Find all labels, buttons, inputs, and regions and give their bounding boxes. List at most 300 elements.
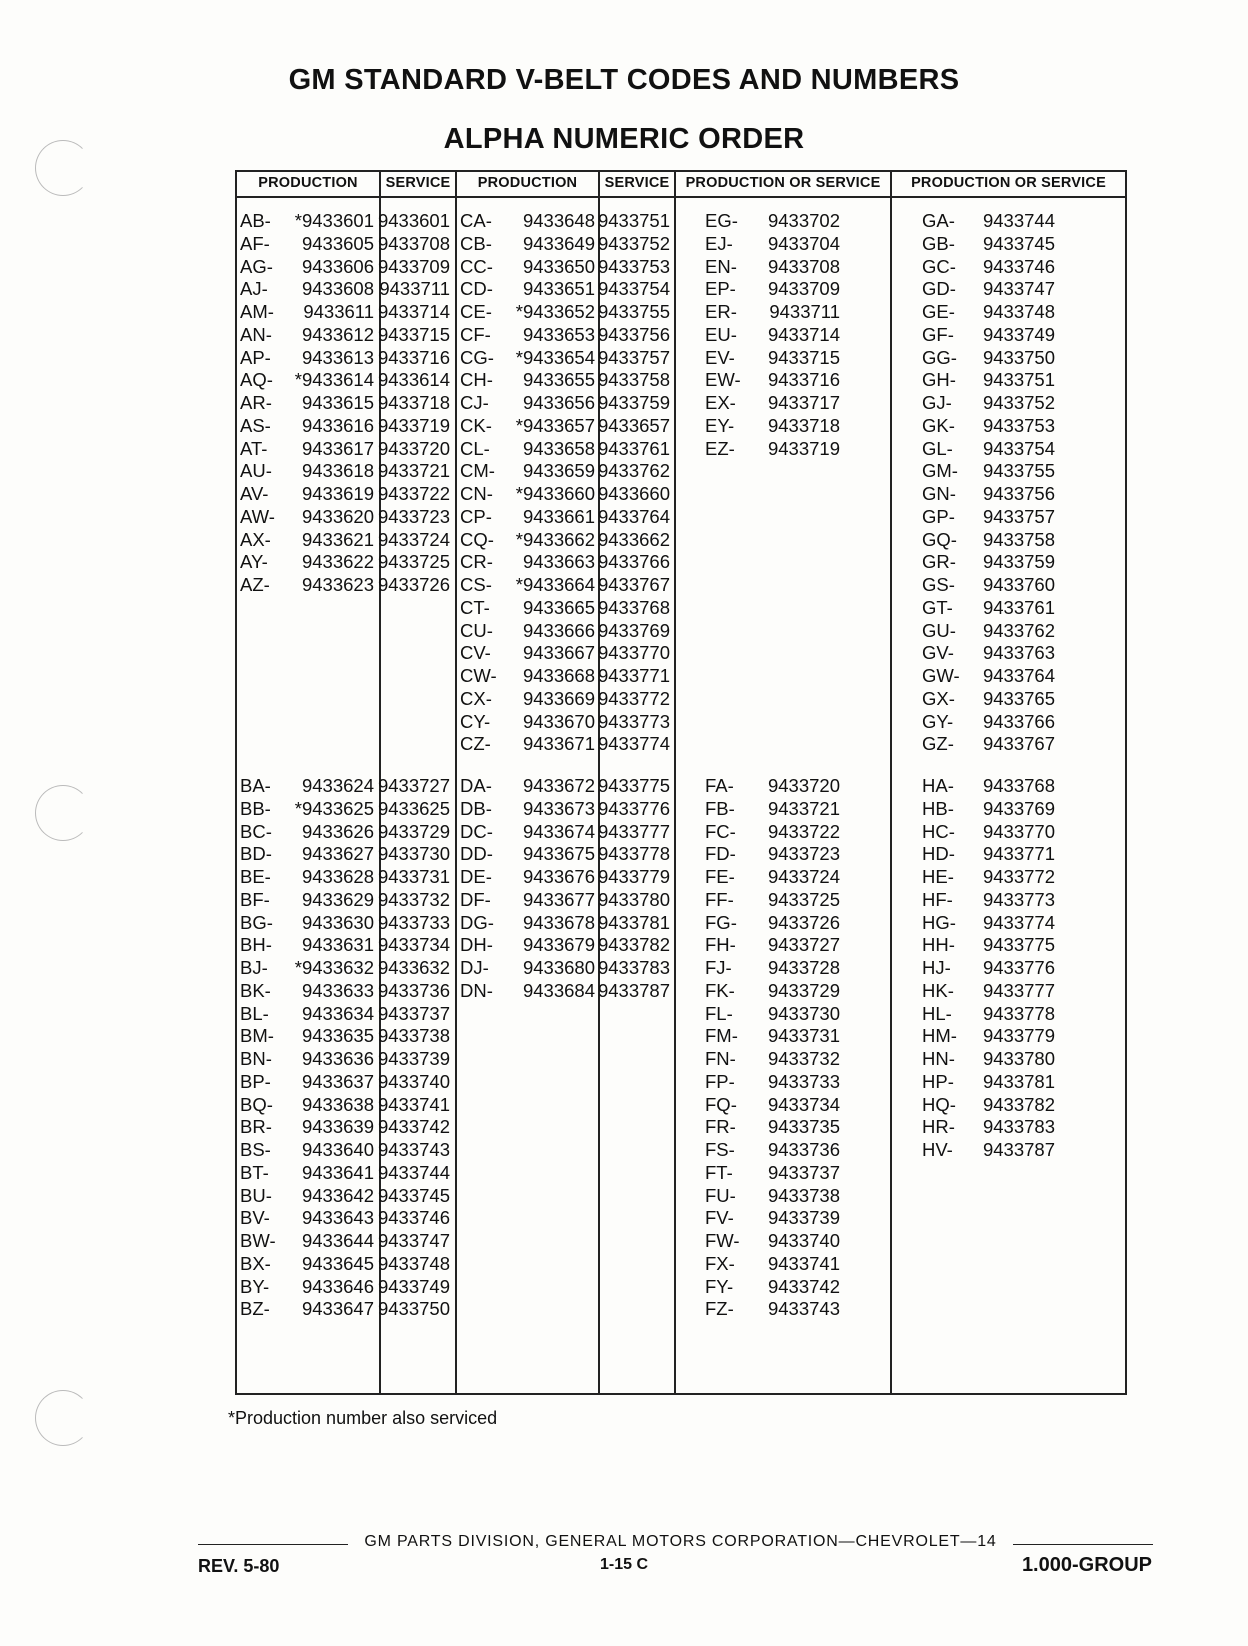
belt-code: BU- — [240, 1184, 272, 1206]
belt-code: BD- — [240, 843, 272, 865]
service-number: 9433614 — [377, 369, 450, 391]
service-number: 9433774 — [597, 733, 670, 755]
table-row — [705, 233, 935, 256]
part-number: 9433639 — [301, 1116, 374, 1138]
belt-code: BB- — [240, 797, 271, 819]
part-number: 9433671 — [522, 733, 595, 755]
table-row — [460, 912, 690, 935]
part-number: 9433669 — [522, 687, 595, 709]
belt-code: HL- — [922, 1002, 952, 1024]
table-row — [922, 665, 1152, 688]
part-number: 9433624 — [301, 775, 374, 796]
service-number: 9433729 — [377, 820, 450, 842]
part-number: 9433647 — [301, 1298, 374, 1320]
table-row — [240, 1253, 470, 1276]
part-number: 9433646 — [301, 1275, 374, 1297]
belt-code: HM- — [922, 1025, 957, 1047]
table-row — [460, 642, 690, 665]
part-number: 9433615 — [301, 392, 374, 413]
part-number: *9433625 — [294, 797, 374, 819]
table-row — [460, 597, 690, 620]
belt-code: CP- — [460, 505, 492, 527]
part-number: 9433734 — [767, 1093, 840, 1115]
part-number: 9433668 — [522, 665, 595, 686]
table-row — [240, 1003, 470, 1026]
part-number: 9433781 — [982, 1070, 1055, 1092]
belt-code: CM- — [460, 460, 495, 482]
part-number: 9433653 — [522, 323, 595, 345]
part-number: 9433627 — [301, 843, 374, 865]
belt-code: FT- — [705, 1161, 733, 1183]
part-number: *9433662 — [515, 528, 595, 550]
table-row — [460, 460, 690, 483]
table-row — [460, 866, 690, 889]
part-number: 9433667 — [522, 642, 595, 664]
belt-code: FA- — [705, 775, 734, 796]
belt-code: GF- — [922, 323, 954, 345]
part-number: 9433735 — [767, 1116, 840, 1138]
table-row — [460, 301, 690, 324]
table-row — [240, 866, 470, 889]
belt-code: GV- — [922, 642, 954, 664]
belt-code: GQ- — [922, 528, 957, 550]
belt-code: HV- — [922, 1139, 953, 1160]
group-label: 1.000-GROUP — [1021, 1554, 1152, 1576]
belt-code: BJ- — [240, 957, 268, 978]
belt-code: EN- — [705, 255, 737, 277]
part-number: 9433765 — [982, 687, 1055, 709]
part-number: *9433601 — [294, 210, 374, 231]
header-production: PRODUCTION — [237, 170, 379, 198]
belt-code: EV- — [705, 346, 735, 368]
belt-code: CT- — [460, 596, 490, 618]
part-number: 9433726 — [767, 911, 840, 933]
belt-code: CL- — [460, 437, 490, 459]
part-number: 9433716 — [767, 369, 840, 391]
belt-code: BA- — [240, 775, 271, 796]
footer-rule — [198, 1533, 1153, 1550]
belt-code: FY- — [705, 1275, 734, 1297]
table-row — [240, 369, 470, 392]
belt-code: AS- — [240, 414, 271, 436]
service-number: 9433722 — [377, 483, 450, 504]
belt-code: GP- — [922, 505, 955, 527]
belt-code: CG- — [460, 346, 494, 368]
service-number: 9433767 — [597, 574, 670, 595]
table-row — [922, 711, 1152, 734]
table-row — [922, 460, 1152, 483]
table-row — [460, 733, 690, 756]
table-row — [240, 256, 470, 279]
table-row — [240, 957, 470, 980]
table-row — [705, 256, 935, 279]
service-number: 9433737 — [377, 1002, 450, 1024]
part-number: 9433645 — [301, 1252, 374, 1274]
part-number: 9433629 — [301, 888, 374, 910]
table-row — [922, 980, 1152, 1003]
belt-code: CD- — [460, 278, 493, 300]
table-row — [922, 278, 1152, 301]
belt-code: FW- — [705, 1230, 740, 1251]
belt-code: GZ- — [922, 733, 954, 755]
service-number: 9433723 — [377, 505, 450, 527]
belt-code: AR- — [240, 392, 272, 413]
part-number: 9433737 — [767, 1161, 840, 1183]
part-number: 9433771 — [982, 843, 1055, 865]
service-number: 9433601 — [377, 210, 450, 231]
table-row — [922, 256, 1152, 279]
belt-code: CA- — [460, 210, 492, 231]
table-row — [240, 934, 470, 957]
part-number: 9433711 — [769, 301, 840, 322]
part-number: 9433748 — [982, 301, 1055, 322]
service-number: 9433770 — [597, 642, 670, 664]
table-row — [705, 1207, 935, 1230]
table-row — [705, 1139, 935, 1162]
belt-code: BE- — [240, 866, 271, 887]
part-number: 9433618 — [301, 460, 374, 482]
table-row — [922, 688, 1152, 711]
part-number: 9433663 — [522, 551, 595, 573]
part-number: 9433753 — [982, 414, 1055, 436]
belt-code: BP- — [240, 1070, 271, 1092]
footer-publisher: GM PARTS DIVISION, GENERAL MOTORS CORPORATION—CHEVROLET—14 — [364, 1533, 997, 1550]
service-number: 9433731 — [377, 866, 450, 887]
service-number: 9433657 — [597, 414, 670, 436]
part-number: 9433635 — [301, 1025, 374, 1047]
service-number: 9433632 — [377, 957, 450, 978]
table-row — [460, 980, 690, 1003]
service-number: 9433777 — [597, 820, 670, 842]
part-number: 9433728 — [767, 957, 840, 978]
belt-code: AW- — [240, 505, 275, 527]
belt-code: FL- — [705, 1002, 733, 1024]
belt-code: HK- — [922, 979, 954, 1001]
table-row — [922, 438, 1152, 461]
table-row — [240, 551, 470, 574]
code-column — [240, 775, 470, 1321]
belt-code: FD- — [705, 843, 736, 865]
part-number: 9433747 — [982, 278, 1055, 300]
table-row — [240, 1298, 470, 1321]
table-row — [240, 210, 470, 233]
service-number: 9433768 — [597, 596, 670, 618]
part-number: 9433672 — [522, 775, 595, 796]
table-row — [705, 912, 935, 935]
table-row — [705, 1162, 935, 1185]
table-row — [922, 392, 1152, 415]
part-number: 9433719 — [767, 437, 840, 459]
service-number: 9433747 — [377, 1230, 450, 1251]
belt-code: GG- — [922, 346, 957, 368]
service-number: 9433716 — [377, 346, 450, 368]
table-row — [460, 392, 690, 415]
belt-code: AF- — [240, 232, 270, 254]
part-number: 9433758 — [982, 528, 1055, 550]
service-number: 9433757 — [597, 346, 670, 368]
belt-code: AG- — [240, 255, 273, 277]
table-row — [240, 529, 470, 552]
part-number: 9433651 — [522, 278, 595, 300]
table-row — [922, 324, 1152, 347]
belt-code: AJ- — [240, 278, 268, 300]
table-row — [240, 301, 470, 324]
header-production: PRODUCTION — [457, 170, 598, 198]
service-number: 9433756 — [597, 323, 670, 345]
service-number: 9433782 — [597, 934, 670, 956]
table-row — [705, 1116, 935, 1139]
service-number: 9433772 — [597, 687, 670, 709]
part-number: 9433620 — [301, 505, 374, 527]
table-row — [705, 798, 935, 821]
table-row — [240, 392, 470, 415]
belt-code: FF- — [705, 888, 734, 910]
part-number: 9433777 — [982, 979, 1055, 1001]
belt-code: AB- — [240, 210, 271, 231]
part-number: 9433634 — [301, 1002, 374, 1024]
table-row — [922, 957, 1152, 980]
table-row — [922, 506, 1152, 529]
service-number: 9433751 — [597, 210, 670, 231]
table-row — [240, 889, 470, 912]
part-number: 9433636 — [301, 1048, 374, 1069]
belt-code: FV- — [705, 1207, 734, 1229]
table-row — [240, 821, 470, 844]
part-number: 9433755 — [982, 460, 1055, 482]
belt-code: BZ- — [240, 1298, 270, 1320]
belt-code: FJ- — [705, 957, 732, 978]
service-number: 9433787 — [597, 979, 670, 1001]
part-number: 9433736 — [767, 1139, 840, 1160]
table-row — [240, 1025, 470, 1048]
belt-code: EG- — [705, 210, 738, 231]
part-number: 9433633 — [301, 979, 374, 1001]
table-row — [460, 711, 690, 734]
service-number: 9433733 — [377, 911, 450, 933]
belt-code: HP- — [922, 1070, 954, 1092]
belt-code: FR- — [705, 1116, 736, 1138]
belt-code: FH- — [705, 934, 736, 956]
table-row — [460, 665, 690, 688]
belt-code: HG- — [922, 911, 956, 933]
part-number: 9433648 — [522, 210, 595, 231]
part-number: 9433704 — [767, 232, 840, 254]
belt-code: GH- — [922, 369, 956, 391]
punch-hole-mark — [35, 1390, 91, 1446]
table-row — [922, 574, 1152, 597]
service-number: 9433758 — [597, 369, 670, 391]
table-row — [705, 438, 935, 461]
table-row — [240, 483, 470, 506]
table-row — [240, 1048, 470, 1071]
page-subtitle: ALPHA NUMERIC ORDER — [443, 123, 805, 155]
belt-code: HE- — [922, 866, 954, 887]
service-number: 9433719 — [377, 414, 450, 436]
belt-code: CY- — [460, 710, 491, 732]
service-number: 9433732 — [377, 888, 450, 910]
part-number: *9433614 — [294, 369, 374, 391]
belt-code: FS- — [705, 1139, 735, 1160]
service-number: 9433775 — [597, 775, 670, 796]
belt-code: DE- — [460, 866, 492, 887]
service-number: 9433748 — [377, 1252, 450, 1274]
part-number: 9433621 — [301, 528, 374, 550]
part-number: 9433656 — [522, 392, 595, 413]
part-number: 9433605 — [301, 232, 374, 254]
belt-code: GA- — [922, 210, 955, 231]
table-row — [240, 1276, 470, 1299]
table-row — [460, 529, 690, 552]
part-number: 9433723 — [767, 843, 840, 865]
part-number: 9433732 — [767, 1048, 840, 1069]
part-number: 9433626 — [301, 820, 374, 842]
part-number: 9433666 — [522, 619, 595, 641]
service-number: 9433743 — [377, 1139, 450, 1160]
table-row — [922, 597, 1152, 620]
table-row — [705, 1003, 935, 1026]
part-number: 9433756 — [982, 483, 1055, 504]
belt-code: BT- — [240, 1161, 269, 1183]
part-number: 9433630 — [301, 911, 374, 933]
belt-code: GR- — [922, 551, 956, 573]
belt-code: DN- — [460, 979, 493, 1001]
service-number: 9433779 — [597, 866, 670, 887]
table-row — [460, 574, 690, 597]
belt-code: GD- — [922, 278, 956, 300]
belt-code: DD- — [460, 843, 493, 865]
part-number: 9433617 — [301, 437, 374, 459]
service-number: 9433625 — [377, 797, 450, 819]
table-row — [705, 415, 935, 438]
part-number: 9433708 — [767, 255, 840, 277]
part-number: 9433763 — [982, 642, 1055, 664]
table-row — [705, 392, 935, 415]
belt-code: GT- — [922, 596, 953, 618]
table-row — [705, 301, 935, 324]
part-number: 9433715 — [767, 346, 840, 368]
table-row — [240, 415, 470, 438]
belt-code: HC- — [922, 820, 955, 842]
header-production-or-service: PRODUCTION OR SERVICE — [676, 170, 890, 198]
table-row — [922, 369, 1152, 392]
part-number: 9433752 — [982, 392, 1055, 413]
part-number: 9433760 — [982, 574, 1055, 595]
table-row — [922, 775, 1152, 798]
part-number: 9433677 — [522, 888, 595, 910]
header-service: SERVICE — [600, 170, 674, 198]
part-number: 9433770 — [982, 820, 1055, 842]
table-row — [460, 438, 690, 461]
part-number: *9433657 — [515, 414, 595, 436]
part-number: 9433611 — [303, 301, 374, 322]
part-number: 9433714 — [767, 323, 840, 345]
service-number: 9433742 — [377, 1116, 450, 1138]
table-row — [705, 980, 935, 1003]
service-number: 9433726 — [377, 574, 450, 595]
belt-code: FM- — [705, 1025, 738, 1047]
part-number: 9433740 — [767, 1230, 840, 1251]
table-row — [240, 1162, 470, 1185]
header-production-or-service: PRODUCTION OR SERVICE — [892, 170, 1125, 198]
table-row — [460, 506, 690, 529]
table-row — [460, 821, 690, 844]
part-number: 9433606 — [301, 255, 374, 277]
part-number: 9433762 — [982, 619, 1055, 641]
table-row — [922, 843, 1152, 866]
table-row — [922, 798, 1152, 821]
part-number: 9433622 — [301, 551, 374, 573]
belt-code: BH- — [240, 934, 272, 956]
part-number: 9433673 — [522, 797, 595, 819]
belt-code: AN- — [240, 323, 272, 345]
part-number: *9433660 — [515, 483, 595, 504]
service-number: 9433754 — [597, 278, 670, 300]
table-row — [922, 642, 1152, 665]
belt-code: CC- — [460, 255, 493, 277]
belt-code: FK- — [705, 979, 735, 1001]
table-row — [240, 980, 470, 1003]
table-row — [705, 1298, 935, 1321]
part-number: 9433674 — [522, 820, 595, 842]
part-number: 9433754 — [982, 437, 1055, 459]
part-number: 9433743 — [767, 1298, 840, 1320]
belt-code: GW- — [922, 665, 960, 686]
belt-code: CQ- — [460, 528, 494, 550]
part-number: 9433718 — [767, 414, 840, 436]
belt-code: ER- — [705, 301, 737, 322]
part-number: 9433741 — [767, 1252, 840, 1274]
table-row — [240, 1071, 470, 1094]
belt-code: BL- — [240, 1002, 269, 1024]
part-number: 9433721 — [767, 797, 840, 819]
belt-code: HB- — [922, 797, 954, 819]
part-number: 9433640 — [301, 1139, 374, 1160]
part-number: 9433769 — [982, 797, 1055, 819]
belt-code: AP- — [240, 346, 271, 368]
service-number: 9433761 — [597, 437, 670, 459]
belt-code: CK- — [460, 414, 492, 436]
table-row — [705, 1094, 935, 1117]
belt-code: AT- — [240, 437, 268, 459]
part-number: 9433768 — [982, 775, 1055, 796]
belt-code: GE- — [922, 301, 955, 322]
revision-label: REV. 5-80 — [198, 1556, 280, 1576]
table-row — [460, 688, 690, 711]
page-number: 1-15 C — [599, 1556, 649, 1573]
code-column — [922, 210, 1152, 756]
belt-code: FN- — [705, 1048, 736, 1069]
table-row — [460, 415, 690, 438]
belt-code: GU- — [922, 619, 956, 641]
service-number: 9433714 — [377, 301, 450, 322]
belt-code: BN- — [240, 1048, 272, 1069]
part-number: 9433658 — [522, 437, 595, 459]
table-row — [922, 415, 1152, 438]
part-number: 9433619 — [301, 483, 374, 504]
part-number: *9433664 — [515, 574, 595, 595]
table-row — [460, 233, 690, 256]
part-number: 9433772 — [982, 866, 1055, 887]
part-number: 9433631 — [301, 934, 374, 956]
service-number: 9433750 — [377, 1298, 450, 1320]
part-number: 9433649 — [522, 232, 595, 254]
part-number: 9433675 — [522, 843, 595, 865]
part-number: *9433654 — [515, 346, 595, 368]
belt-code: GJ- — [922, 392, 952, 413]
table-row — [705, 1276, 935, 1299]
service-number: 9433736 — [377, 979, 450, 1001]
table-row — [922, 210, 1152, 233]
